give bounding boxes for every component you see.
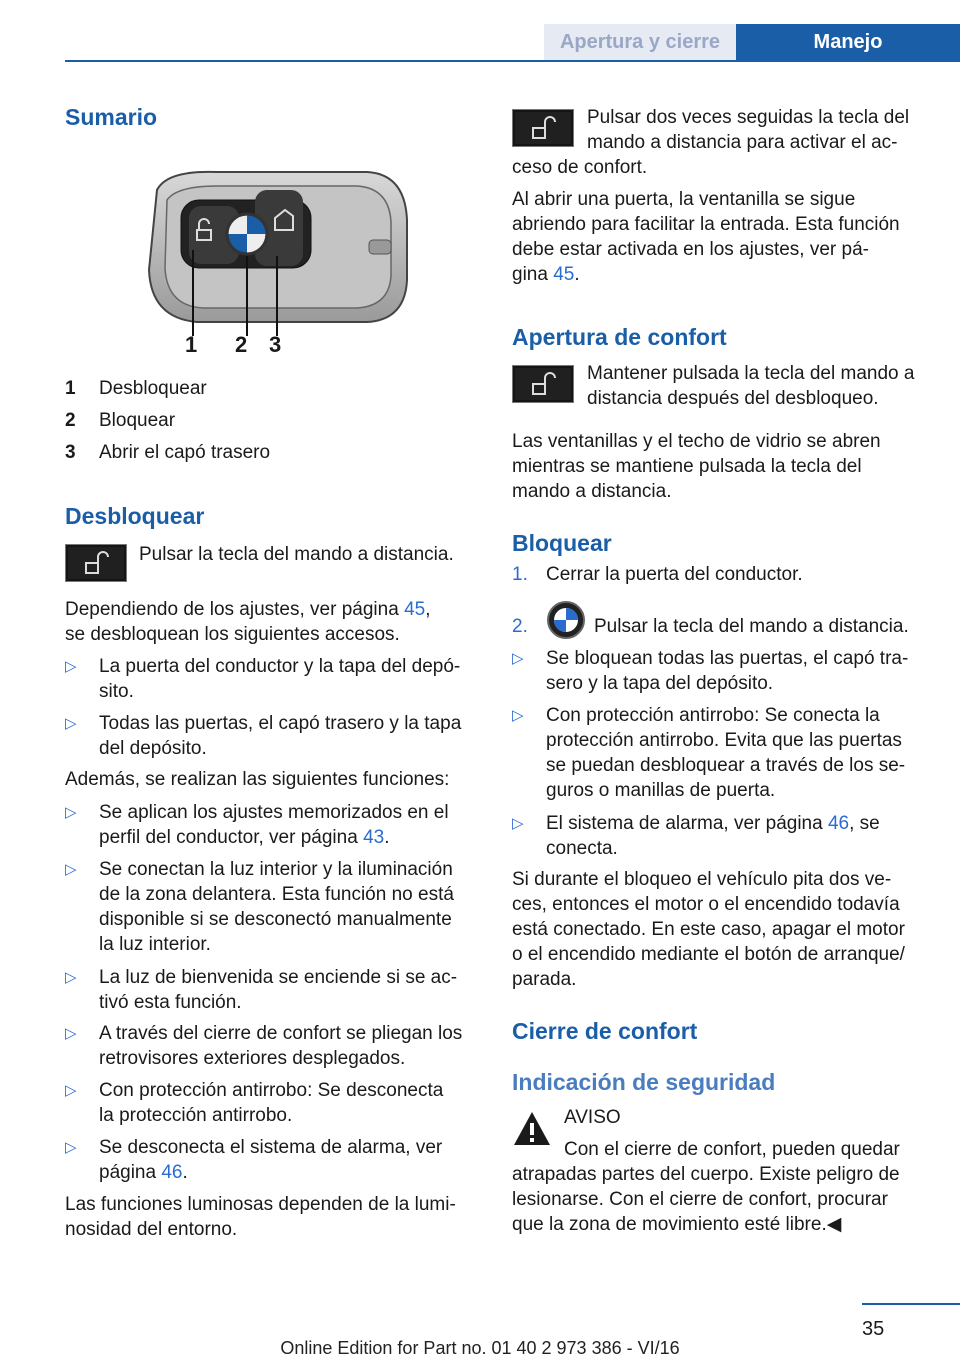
footer-rule bbox=[862, 1303, 960, 1305]
desbloquear-heading: Desbloquear bbox=[65, 503, 205, 529]
unlock-icon bbox=[66, 545, 126, 581]
triangle-bullet-icon: ▷ bbox=[512, 815, 524, 832]
sumario-heading: Sumario bbox=[65, 104, 158, 130]
unlock-button-image bbox=[65, 544, 127, 582]
triangle-bullet-icon: ▷ bbox=[65, 1082, 77, 1099]
bloquear-heading: Bloquear bbox=[512, 530, 612, 556]
triangle-bullet-icon: ▷ bbox=[65, 804, 77, 821]
page-link[interactable]: 46 bbox=[161, 1162, 183, 1183]
dep-paragraph: Dependiendo de los ajustes, ver página 45, se desbloquean los siguientes accesos. bbox=[65, 599, 431, 645]
page-link[interactable]: 46 bbox=[827, 813, 850, 834]
header-chapter-tab[interactable]: Manejo bbox=[736, 24, 960, 60]
triangle-bullet-icon: ▷ bbox=[512, 650, 524, 667]
seguridad-heading: Indicación de seguridad bbox=[512, 1069, 776, 1095]
final-paragraph: Las funciones luminosas dependen de la lumi- nosidad del entorno. bbox=[65, 1194, 456, 1240]
cierre-heading: Cierre de confort bbox=[512, 1018, 698, 1044]
triangle-bullet-icon: ▷ bbox=[65, 715, 77, 732]
apertura-button-text: Mantener pulsada la tecla del mando a distancia después del desbloqueo. bbox=[587, 363, 915, 409]
key-fob-figure bbox=[137, 160, 417, 360]
footer-edition: Online Edition for Part no. 01 40 2 973 386 - VI/16 bbox=[280, 1338, 680, 1358]
double-press-text-cont: ceso de confort. bbox=[512, 157, 648, 178]
ademas-paragraph: Además, se realizan las siguientes funciones: bbox=[65, 769, 450, 790]
page-number: 35 bbox=[862, 1318, 885, 1340]
desbloquear-button-text: Pulsar la tecla del mando a distancia. bbox=[139, 544, 454, 565]
figure-callout-2: 2 bbox=[235, 332, 248, 357]
figure-callout-1: 1 bbox=[185, 332, 198, 357]
key-fob-icon bbox=[137, 160, 417, 360]
unlock-button-image bbox=[512, 109, 574, 147]
triangle-bullet-icon: ▷ bbox=[512, 707, 524, 724]
triangle-bullet-icon: ▷ bbox=[65, 1139, 77, 1156]
triangle-bullet-icon: ▷ bbox=[65, 969, 77, 986]
page-link[interactable]: 45 bbox=[404, 599, 426, 620]
header-section-tab[interactable]: Apertura y cierre bbox=[544, 24, 736, 60]
triangle-bullet-icon: ▷ bbox=[65, 658, 77, 675]
double-press-text: Pulsar dos veces seguidas la tecla del mando a distancia para activar el ac- bbox=[587, 107, 910, 153]
triangle-bullet-icon: ▷ bbox=[65, 861, 77, 878]
unlock-button-image bbox=[512, 365, 574, 403]
aviso-text-cont: atrapadas partes del cuerpo. Existe peligro de lesionarse. Con el cierre de confort, procurar que la zona de movimiento esté libre.◀ bbox=[512, 1164, 900, 1235]
bmw-logo-icon bbox=[546, 600, 586, 647]
aviso-label: AVISO bbox=[564, 1107, 621, 1128]
aviso-text: Con el cierre de confort, pueden quedar bbox=[564, 1139, 900, 1160]
header-rule bbox=[65, 60, 960, 62]
page-link[interactable]: 45 bbox=[553, 264, 575, 285]
apertura-paragraph: Las ventanillas y el techo de vidrio se abren mientras se mantiene pulsada la tecla del mando a distancia. bbox=[512, 431, 881, 502]
apertura-heading: Apertura de confort bbox=[512, 324, 727, 350]
unlock-icon bbox=[513, 110, 573, 146]
triangle-bullet-icon: ▷ bbox=[65, 1025, 77, 1042]
warning-icon bbox=[512, 1110, 552, 1148]
pita-paragraph: Si durante el bloqueo el vehículo pita dos ve- ces, entonces el motor o el encendido todavía está conectado. En este caso, apagar el motor o el encendido mediante el botón de arranque/ parada. bbox=[512, 869, 905, 990]
window-paragraph: Al abrir una puerta, la ventanilla se sigue abriendo para facilitar la entrada. Esta función debe estar activada en los ajustes, ver pá- gina 45. bbox=[512, 189, 900, 285]
figure-callout-3: 3 bbox=[269, 332, 282, 357]
unlock-icon bbox=[513, 366, 573, 402]
page-link[interactable]: 43 bbox=[363, 827, 385, 848]
